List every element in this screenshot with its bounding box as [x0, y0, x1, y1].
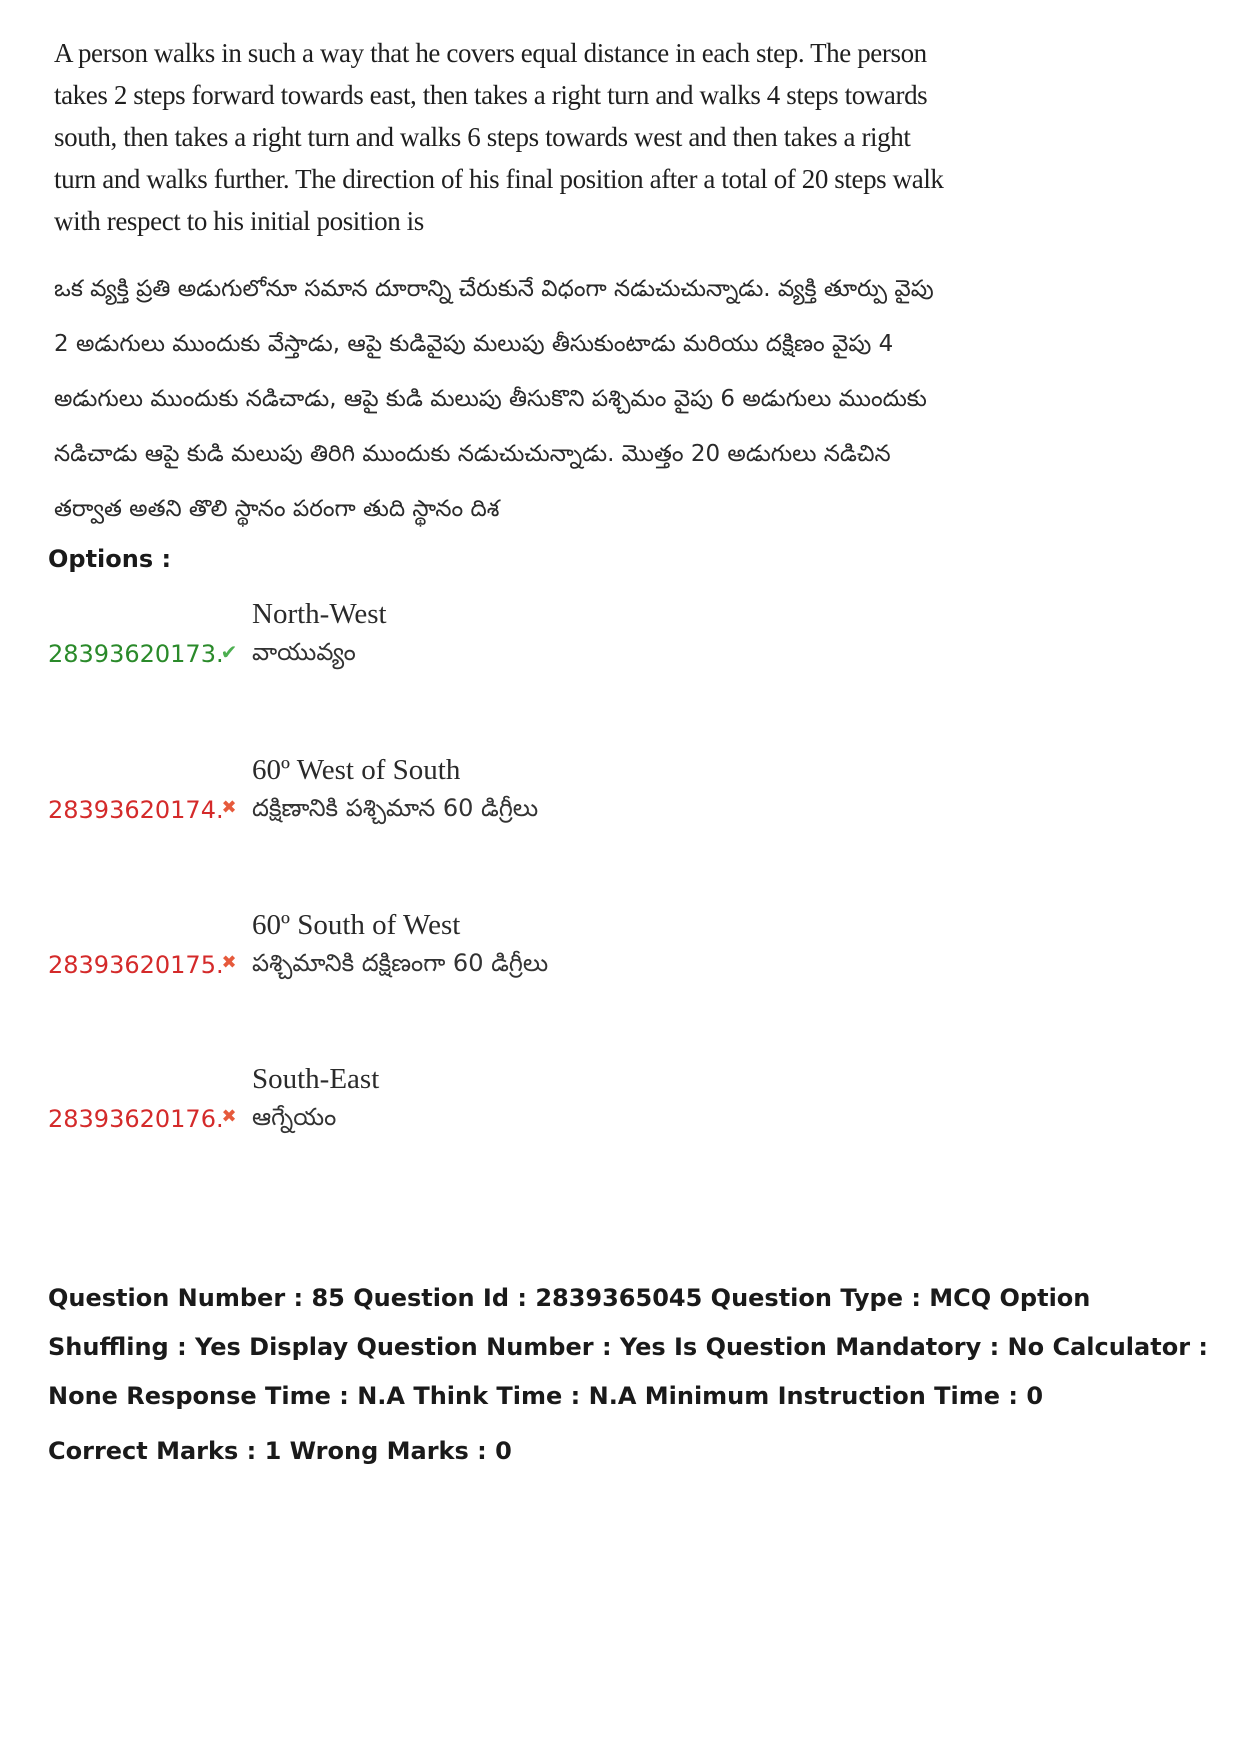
option-2	[48, 754, 948, 844]
option-id: 28393620174.	[48, 796, 224, 824]
option-4	[48, 1063, 948, 1153]
option-text-english: 60º West of South	[252, 754, 461, 786]
option-text-telugu: వాయువ్యం	[252, 638, 356, 666]
option-3	[48, 909, 948, 999]
option-text-telugu: దక్షిణానికి పశ్చిమాన 60 డిగ్రీలు	[252, 794, 539, 822]
option-text-telugu: పశ్చిమానికి దక్షిణంగా 60 డిగ్రీలు	[252, 949, 549, 977]
option-text-english: 60º South of West	[252, 909, 461, 941]
cross-icon: ✖	[221, 952, 237, 973]
cross-icon: ✖	[221, 797, 237, 818]
option-text-english: South-East	[252, 1063, 380, 1095]
option-id: 28393620176.	[48, 1105, 224, 1133]
question-metadata: Question Number : 85 Question Id : 2839365045 Question Type : MCQ Option Shuffling : Yes Display Question Number : Yes Is Question Mandatory : No Calculator : None Response Time : N.A Think Time : N.A Minimum Instruction Time : 0	[48, 1284, 1208, 1410]
check-icon: ✔	[220, 640, 238, 664]
option-id: 28393620175.	[48, 951, 224, 979]
options-heading: Options :	[48, 545, 172, 573]
cross-icon: ✖	[221, 1106, 237, 1127]
marks-info: Correct Marks : 1 Wrong Marks : 0	[48, 1437, 512, 1465]
question-text-english: A person walks in such a way that he covers equal distance in each step. The person takes 2 steps forward towards east, then takes a right turn and walks 4 steps towards south, then takes a right turn and walks 6 steps towards west and then takes a right turn and walks further. The direction of his final position after a total of 20 steps walk with respect to his initial position is	[54, 38, 944, 236]
question-text-telugu: ఒక వ్యక్తి ప్రతి అడుగులోనూ సమాన దూరాన్ని చేరుకునే విధంగా నడుచుచున్నాడు. వ్యక్తి తూర్పు వైపు 2 అడుగులు ముందుకు వేస్తాడు, ఆపై కుడివైపు మలుపు తీసుకుంటాడు మరియు దక్షిణం వైపు 4 అడుగులు ముందుకు నడిచాడు, ఆపై కుడి మలుపు తీసుకొని పశ్చిమం వైపు 6 అడుగులు ముందుకు నడిచాడు ఆపై కుడి మలుపు తిరిగి ముందుకు నడుచుచున్నాడు. మొత్తం 20 అడుగులు నడిచిన తర్వాత అతని తొలి స్థానం పరంగా తుది స్థానం దిశ	[54, 276, 934, 522]
option-text-english: North-West	[252, 598, 387, 630]
option-1	[48, 598, 948, 688]
option-text-telugu: ఆగ్నేయం	[252, 1103, 337, 1131]
option-id: 28393620173.	[48, 640, 224, 668]
